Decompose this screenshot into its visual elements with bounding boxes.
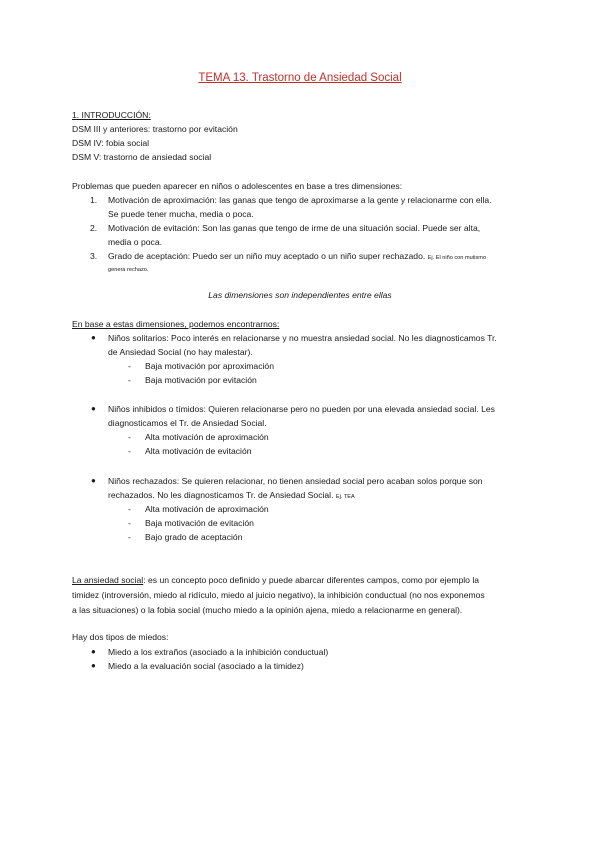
bullet-icon: ● <box>91 333 96 342</box>
example-note: Ej. El niño con mutismo <box>427 255 487 261</box>
dimension-item-line: Niños rechazados: Se quieren relacionar, no tienen ansiedad social pero acaban solos porque son <box>108 476 483 486</box>
sub-item: Alta motivación de evitación <box>145 446 252 456</box>
anxiety-line: a las situaciones) o la fobia social (mucho miedo a la opinión ajena, miedo a relacionarme en general). <box>72 605 463 615</box>
dimension-item-line: Niños solitarios: Poco interés en relacionarse y no muestra ansiedad social. No les diagnosticamos Tr. <box>108 333 497 343</box>
bullet-icon: ● <box>91 404 96 413</box>
dash-icon: - <box>128 361 131 371</box>
sub-item: Baja motivación por aproximación <box>145 361 274 371</box>
intro-line: DSM III y anteriores: trastorno por evitación <box>72 124 238 134</box>
example-note: Ej. TEA <box>335 494 355 500</box>
center-note: Las dimensiones son independientes entre ellas <box>208 290 392 300</box>
bullet-icon: ● <box>91 647 96 656</box>
anxiety-line: La ansiedad social: es un concepto poco definido y puede abarcar diferentes campos, como por ejemplo la <box>72 575 480 585</box>
intro-line: DSM IV: fobia social <box>72 138 150 148</box>
dash-icon: - <box>128 504 131 514</box>
fear-item: Miedo a la evaluación social (asociado a la timidez) <box>108 661 304 671</box>
dash-icon: - <box>128 532 131 542</box>
problems-lead: Problemas que pueden aparecer en niños o adolescentes en base a tres dimensiones: <box>72 181 403 191</box>
problem-item-line: Grado de aceptación: Puedo ser un niño muy aceptado o un niño super rechazado. Ej. El niño con mutismo <box>108 251 487 261</box>
dash-icon: - <box>128 432 131 442</box>
page-title: TEMA 13. Trastorno de Ansiedad Social <box>198 72 402 84</box>
sub-item: Bajo grado de aceptación <box>145 532 243 542</box>
fear-item: Miedo a los extraños (asociado a la inhibición conductual) <box>108 647 329 657</box>
list-number: 3. <box>90 251 98 261</box>
dimensions-heading: En base a estas dimensiones, podemos encontrarnos: <box>72 319 280 329</box>
fears-lead: Hay dos tipos de miedos: <box>72 632 169 642</box>
bullet-icon: ● <box>91 661 96 670</box>
dash-icon: - <box>128 518 131 528</box>
list-number: 2. <box>90 223 98 233</box>
anxiety-term: La ansiedad social <box>72 575 144 585</box>
dimension-item-line: de Ansiedad Social (no hay malestar). <box>108 347 253 357</box>
sub-item: Alta motivación de aproximación <box>145 432 269 442</box>
problem-item-line: media o poca. <box>108 237 162 247</box>
dimension-item-line: rechazados. No les diagnosticamos Tr. de Ansiedad Social. Ej. TEA <box>108 490 355 500</box>
dash-icon: - <box>128 375 131 385</box>
sub-item: Alta motivación de aproximación <box>145 504 269 514</box>
bullet-icon: ● <box>91 476 96 485</box>
anxiety-line: timidez (introversión, miedo al ridículo, miedo al juicio negativo), la inhibición conductual (no nos exponemos <box>72 590 485 600</box>
intro-line: DSM V: trastorno de ansiedad social <box>72 152 212 162</box>
problem-item-line: Se puede tener mucha, media o poca. <box>108 209 254 219</box>
dimension-item-line: Niños inhibidos o tímidos: Quieren relacionarse pero no pueden por una elevada ansiedad social. Les <box>108 404 495 414</box>
list-number: 1. <box>90 195 98 205</box>
dimension-item-line: diagnosticamos el Tr. de Ansiedad Social. <box>108 418 267 428</box>
dash-icon: - <box>128 446 131 456</box>
problem-item-line: Motivación de aproximación: las ganas que tengo de aproximarse a la gente y relacionarme con ella. <box>108 195 492 205</box>
example-note: genera rechazo. <box>108 267 149 273</box>
sub-item: Baja motivación por evitación <box>145 375 257 385</box>
problem-item-line: Motivación de evitación: Son las ganas que tengo de irme de una situación social. Puede ser alta, <box>108 223 481 233</box>
intro-heading: 1. INTRODUCCIÓN: <box>72 110 151 120</box>
sub-item: Baja motivación de evitación <box>145 518 254 528</box>
